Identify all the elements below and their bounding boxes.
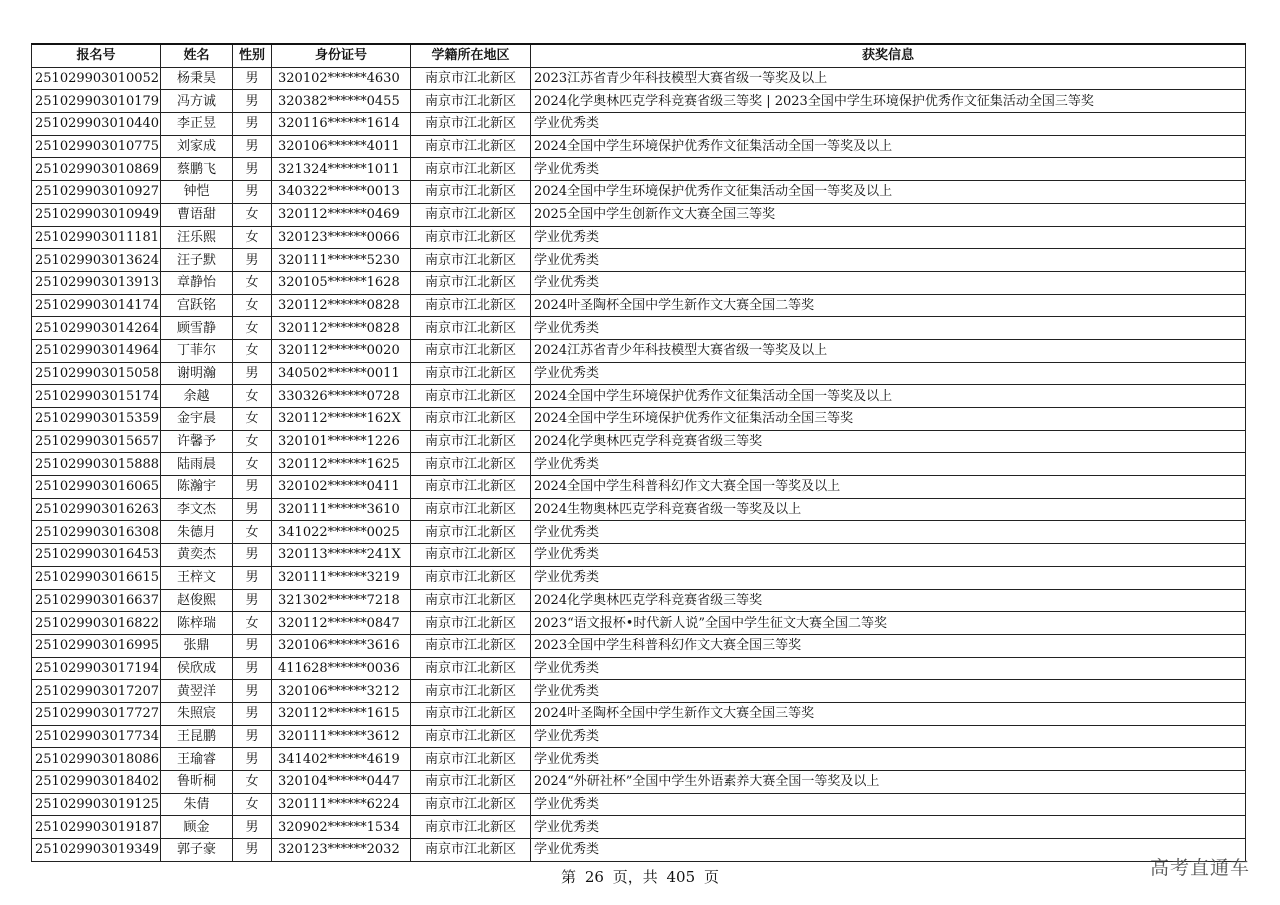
cell-gender: 女	[233, 271, 272, 294]
cell-gender: 男	[233, 362, 272, 385]
page-total: 405	[666, 868, 696, 886]
cell-registration-number: 251029903010775	[32, 135, 161, 158]
cell-award-info: 2024全国中学生环境保护优秀作文征集活动全国一等奖及以上	[531, 181, 1246, 204]
cell-award-info: 2023“语文报杯•时代新人说”全国中学生征文大赛全国二等奖	[531, 612, 1246, 635]
cell-gender: 男	[233, 67, 272, 90]
results-sheet	[31, 43, 1245, 862]
cell-registration-number: 251029903016065	[32, 476, 161, 499]
cell-school-region: 南京市江北新区	[411, 544, 531, 567]
cell-name: 陈瀚宇	[161, 476, 233, 499]
table-row	[32, 408, 1246, 431]
cell-gender: 女	[233, 771, 272, 794]
cell-registration-number: 251029903010869	[32, 158, 161, 181]
cell-award-info: 2024生物奥林匹克学科竞赛省级一等奖及以上	[531, 498, 1246, 521]
cell-registration-number: 251029903010949	[32, 203, 161, 226]
cell-id-number: 320382******0455	[272, 90, 411, 113]
cell-award-info: 学业优秀类	[531, 158, 1246, 181]
cell-award-info: 学业优秀类	[531, 725, 1246, 748]
cell-award-info: 2024全国中学生环境保护优秀作文征集活动全国三等奖	[531, 408, 1246, 431]
cell-id-number: 411628******0036	[272, 657, 411, 680]
cell-name: 陈梓瑞	[161, 612, 233, 635]
cell-registration-number: 251029903019349	[32, 839, 161, 862]
cell-school-region: 南京市江北新区	[411, 498, 531, 521]
cell-school-region: 南京市江北新区	[411, 181, 531, 204]
cell-id-number: 341022******0025	[272, 521, 411, 544]
table-row	[32, 135, 1246, 158]
table-row	[32, 612, 1246, 635]
cell-award-info: 2023江苏省青少年科技模型大赛省级一等奖及以上	[531, 67, 1246, 90]
table-row	[32, 203, 1246, 226]
table-row	[32, 657, 1246, 680]
cell-award-info: 学业优秀类	[531, 566, 1246, 589]
cell-gender: 女	[233, 226, 272, 249]
cell-id-number: 340322******0013	[272, 181, 411, 204]
cell-name: 张鼎	[161, 634, 233, 657]
cell-id-number: 320123******2032	[272, 839, 411, 862]
cell-school-region: 南京市江北新区	[411, 67, 531, 90]
cell-gender: 女	[233, 612, 272, 635]
table-row	[32, 362, 1246, 385]
cell-school-region: 南京市江北新区	[411, 634, 531, 657]
cell-name: 顾金	[161, 816, 233, 839]
cell-registration-number: 251029903013624	[32, 249, 161, 272]
cell-gender: 男	[233, 90, 272, 113]
cell-name: 朱德月	[161, 521, 233, 544]
cell-gender: 男	[233, 657, 272, 680]
cell-gender: 男	[233, 702, 272, 725]
cell-gender: 女	[233, 453, 272, 476]
cell-gender: 女	[233, 385, 272, 408]
cell-registration-number: 251029903016822	[32, 612, 161, 635]
cell-award-info: 学业优秀类	[531, 317, 1246, 340]
cell-name: 曹语甜	[161, 203, 233, 226]
cell-gender: 女	[233, 521, 272, 544]
page-mid: 页，共	[612, 868, 658, 886]
cell-registration-number: 251029903014174	[32, 294, 161, 317]
cell-gender: 男	[233, 725, 272, 748]
cell-award-info: 学业优秀类	[531, 680, 1246, 703]
cell-award-info: 2024全国中学生环境保护优秀作文征集活动全国一等奖及以上	[531, 385, 1246, 408]
cell-school-region: 南京市江北新区	[411, 158, 531, 181]
table-row	[32, 385, 1246, 408]
cell-name: 冯方诚	[161, 90, 233, 113]
cell-registration-number: 251029903019125	[32, 793, 161, 816]
cell-id-number: 330326******0728	[272, 385, 411, 408]
cell-id-number: 341402******4619	[272, 748, 411, 771]
cell-id-number: 320116******1614	[272, 113, 411, 136]
table-row	[32, 158, 1246, 181]
cell-name: 蔡鹏飞	[161, 158, 233, 181]
cell-school-region: 南京市江北新区	[411, 453, 531, 476]
cell-name: 刘家成	[161, 135, 233, 158]
cell-gender: 男	[233, 181, 272, 204]
cell-id-number: 320112******0469	[272, 203, 411, 226]
cell-award-info: 学业优秀类	[531, 657, 1246, 680]
cell-id-number: 320111******6224	[272, 793, 411, 816]
cell-registration-number: 251029903016615	[32, 566, 161, 589]
cell-id-number: 320112******0828	[272, 317, 411, 340]
cell-school-region: 南京市江北新区	[411, 566, 531, 589]
table-row	[32, 476, 1246, 499]
cell-name: 钟恺	[161, 181, 233, 204]
cell-name: 朱倩	[161, 793, 233, 816]
cell-registration-number: 251029903014964	[32, 339, 161, 362]
table-row	[32, 702, 1246, 725]
header-id-number: 身份证号	[272, 44, 411, 67]
table-row	[32, 839, 1246, 862]
cell-school-region: 南京市江北新区	[411, 793, 531, 816]
cell-id-number: 320102******0411	[272, 476, 411, 499]
cell-registration-number: 251029903017734	[32, 725, 161, 748]
cell-name: 杨秉昊	[161, 67, 233, 90]
cell-name: 顾雪静	[161, 317, 233, 340]
cell-name: 王昆鹏	[161, 725, 233, 748]
cell-registration-number: 251029903015888	[32, 453, 161, 476]
cell-award-info: 2025全国中学生创新作文大赛全国三等奖	[531, 203, 1246, 226]
cell-school-region: 南京市江北新区	[411, 339, 531, 362]
cell-id-number: 320111******3612	[272, 725, 411, 748]
cell-id-number: 320112******1615	[272, 702, 411, 725]
cell-gender: 男	[233, 748, 272, 771]
cell-gender: 女	[233, 317, 272, 340]
table-body	[32, 67, 1246, 861]
cell-registration-number: 251029903015174	[32, 385, 161, 408]
cell-award-info: 学业优秀类	[531, 226, 1246, 249]
table-row	[32, 67, 1246, 90]
cell-registration-number: 251029903016637	[32, 589, 161, 612]
cell-name: 丁菲尔	[161, 339, 233, 362]
table-row	[32, 430, 1246, 453]
cell-registration-number: 251029903010440	[32, 113, 161, 136]
cell-id-number: 320112******0847	[272, 612, 411, 635]
cell-id-number: 320101******1226	[272, 430, 411, 453]
table-row	[32, 226, 1246, 249]
cell-award-info: 学业优秀类	[531, 839, 1246, 862]
cell-name: 黄奕杰	[161, 544, 233, 567]
cell-id-number: 320112******0020	[272, 339, 411, 362]
cell-school-region: 南京市江北新区	[411, 476, 531, 499]
cell-registration-number: 251029903016263	[32, 498, 161, 521]
cell-gender: 男	[233, 544, 272, 567]
cell-award-info: 2024江苏省青少年科技模型大赛省级一等奖及以上	[531, 339, 1246, 362]
cell-name: 许馨予	[161, 430, 233, 453]
cell-school-region: 南京市江北新区	[411, 271, 531, 294]
cell-school-region: 南京市江北新区	[411, 748, 531, 771]
table-row	[32, 521, 1246, 544]
cell-gender: 女	[233, 294, 272, 317]
cell-gender: 男	[233, 135, 272, 158]
cell-name: 郭子豪	[161, 839, 233, 862]
cell-school-region: 南京市江北新区	[411, 203, 531, 226]
cell-name: 赵俊熙	[161, 589, 233, 612]
cell-registration-number: 251029903016308	[32, 521, 161, 544]
cell-id-number: 320105******1628	[272, 271, 411, 294]
cell-award-info: 学业优秀类	[531, 793, 1246, 816]
cell-registration-number: 251029903018402	[32, 771, 161, 794]
cell-gender: 男	[233, 249, 272, 272]
cell-name: 宫跃铭	[161, 294, 233, 317]
cell-school-region: 南京市江北新区	[411, 385, 531, 408]
cell-gender: 男	[233, 680, 272, 703]
cell-gender: 女	[233, 408, 272, 431]
cell-award-info: 2024“外研社杯”全国中学生外语素养大赛全国一等奖及以上	[531, 771, 1246, 794]
cell-registration-number: 251029903017194	[32, 657, 161, 680]
cell-school-region: 南京市江北新区	[411, 680, 531, 703]
cell-gender: 男	[233, 566, 272, 589]
cell-school-region: 南京市江北新区	[411, 90, 531, 113]
watermark-text: 高考直通车	[1149, 857, 1250, 879]
cell-school-region: 南京市江北新区	[411, 362, 531, 385]
cell-name: 黄翌洋	[161, 680, 233, 703]
header-name: 姓名	[161, 44, 233, 67]
table-row	[32, 680, 1246, 703]
cell-registration-number: 251029903010052	[32, 67, 161, 90]
cell-registration-number: 251029903016995	[32, 634, 161, 657]
cell-registration-number: 251029903015359	[32, 408, 161, 431]
cell-name: 汪乐熙	[161, 226, 233, 249]
header-award-info: 获奖信息	[531, 44, 1246, 67]
cell-name: 谢明瀚	[161, 362, 233, 385]
cell-name: 鲁昕桐	[161, 771, 233, 794]
cell-award-info: 学业优秀类	[531, 748, 1246, 771]
cell-name: 李文杰	[161, 498, 233, 521]
cell-name: 陆雨晨	[161, 453, 233, 476]
table-row	[32, 249, 1246, 272]
header-row	[32, 44, 1246, 67]
cell-school-region: 南京市江北新区	[411, 226, 531, 249]
table-row	[32, 793, 1246, 816]
table-row	[32, 725, 1246, 748]
header-school-region: 学籍所在地区	[411, 44, 531, 67]
cell-school-region: 南京市江北新区	[411, 317, 531, 340]
cell-school-region: 南京市江北新区	[411, 430, 531, 453]
cell-registration-number: 251029903011181	[32, 226, 161, 249]
cell-id-number: 320112******162X	[272, 408, 411, 431]
cell-award-info: 2024叶圣陶杯全国中学生新作文大赛全国三等奖	[531, 702, 1246, 725]
cell-name: 侯欣成	[161, 657, 233, 680]
table-row	[32, 181, 1246, 204]
cell-award-info: 学业优秀类	[531, 816, 1246, 839]
table-row	[32, 90, 1246, 113]
cell-registration-number: 251029903017727	[32, 702, 161, 725]
cell-gender: 男	[233, 634, 272, 657]
cell-registration-number: 251029903014264	[32, 317, 161, 340]
table-row	[32, 294, 1246, 317]
header-registration-number: 报名号	[32, 44, 161, 67]
cell-gender: 男	[233, 816, 272, 839]
table-row	[32, 317, 1246, 340]
cell-name: 汪子默	[161, 249, 233, 272]
cell-id-number: 320111******3610	[272, 498, 411, 521]
cell-gender: 男	[233, 113, 272, 136]
cell-id-number: 320112******0828	[272, 294, 411, 317]
table-row	[32, 339, 1246, 362]
cell-id-number: 320106******3212	[272, 680, 411, 703]
cell-registration-number: 251029903013913	[32, 271, 161, 294]
cell-name: 章静怡	[161, 271, 233, 294]
cell-school-region: 南京市江北新区	[411, 135, 531, 158]
cell-gender: 男	[233, 839, 272, 862]
cell-gender: 女	[233, 430, 272, 453]
cell-school-region: 南京市江北新区	[411, 589, 531, 612]
cell-id-number: 320106******3616	[272, 634, 411, 657]
cell-school-region: 南京市江北新区	[411, 113, 531, 136]
cell-id-number: 320902******1534	[272, 816, 411, 839]
cell-award-info: 学业优秀类	[531, 521, 1246, 544]
cell-school-region: 南京市江北新区	[411, 771, 531, 794]
cell-school-region: 南京市江北新区	[411, 702, 531, 725]
cell-gender: 男	[233, 158, 272, 181]
cell-id-number: 320106******4011	[272, 135, 411, 158]
table-row	[32, 113, 1246, 136]
table-row	[32, 589, 1246, 612]
cell-name: 金宇晨	[161, 408, 233, 431]
cell-school-region: 南京市江北新区	[411, 657, 531, 680]
cell-registration-number: 251029903010927	[32, 181, 161, 204]
cell-id-number: 321324******1011	[272, 158, 411, 181]
cell-gender: 男	[233, 498, 272, 521]
cell-school-region: 南京市江北新区	[411, 612, 531, 635]
cell-award-info: 学业优秀类	[531, 544, 1246, 567]
cell-id-number: 320113******241X	[272, 544, 411, 567]
cell-name: 朱照宸	[161, 702, 233, 725]
cell-school-region: 南京市江北新区	[411, 408, 531, 431]
cell-name: 余越	[161, 385, 233, 408]
cell-award-info: 2024叶圣陶杯全国中学生新作文大赛全国二等奖	[531, 294, 1246, 317]
table-row	[32, 748, 1246, 771]
page-suffix: 页	[703, 868, 719, 886]
cell-award-info: 学业优秀类	[531, 113, 1246, 136]
cell-registration-number: 251029903016453	[32, 544, 161, 567]
table-row	[32, 453, 1246, 476]
cell-award-info: 2024化学奥林匹克学科竞赛省级三等奖	[531, 430, 1246, 453]
cell-gender: 女	[233, 203, 272, 226]
table-row	[32, 498, 1246, 521]
table-row	[32, 816, 1246, 839]
cell-award-info: 2024全国中学生科普科幻作文大赛全国一等奖及以上	[531, 476, 1246, 499]
table-row	[32, 771, 1246, 794]
page-prefix: 第	[561, 868, 577, 886]
cell-gender: 男	[233, 589, 272, 612]
cell-name: 王梓文	[161, 566, 233, 589]
table-header	[32, 44, 1246, 67]
page-footer	[0, 866, 1280, 887]
cell-award-info: 2023全国中学生科普科幻作文大赛全国三等奖	[531, 634, 1246, 657]
cell-gender: 女	[233, 339, 272, 362]
cell-id-number: 320111******3219	[272, 566, 411, 589]
cell-school-region: 南京市江北新区	[411, 521, 531, 544]
cell-gender: 女	[233, 793, 272, 816]
cell-award-info: 2024化学奥林匹克学科竞赛省级三等奖 | 2023全国中学生环境保护优秀作文征集活动全国三等奖	[531, 90, 1246, 113]
page-current: 26	[584, 868, 604, 886]
table-row	[32, 544, 1246, 567]
cell-award-info: 学业优秀类	[531, 249, 1246, 272]
cell-name: 李正昱	[161, 113, 233, 136]
cell-school-region: 南京市江北新区	[411, 725, 531, 748]
table-row	[32, 271, 1246, 294]
cell-registration-number: 251029903017207	[32, 680, 161, 703]
cell-id-number: 320111******5230	[272, 249, 411, 272]
table-row	[32, 634, 1246, 657]
cell-name: 王瑜睿	[161, 748, 233, 771]
cell-award-info: 2024化学奥林匹克学科竞赛省级三等奖	[531, 589, 1246, 612]
cell-id-number: 340502******0011	[272, 362, 411, 385]
cell-registration-number: 251029903018086	[32, 748, 161, 771]
cell-id-number: 320112******1625	[272, 453, 411, 476]
award-list-table	[31, 43, 1246, 862]
cell-award-info: 学业优秀类	[531, 362, 1246, 385]
table-row	[32, 566, 1246, 589]
header-gender: 性别	[233, 44, 272, 67]
cell-registration-number: 251029903010179	[32, 90, 161, 113]
cell-id-number: 320104******0447	[272, 771, 411, 794]
cell-award-info: 2024全国中学生环境保护优秀作文征集活动全国一等奖及以上	[531, 135, 1246, 158]
cell-gender: 男	[233, 476, 272, 499]
cell-school-region: 南京市江北新区	[411, 839, 531, 862]
cell-school-region: 南京市江北新区	[411, 816, 531, 839]
cell-school-region: 南京市江北新区	[411, 249, 531, 272]
cell-id-number: 321302******7218	[272, 589, 411, 612]
cell-registration-number: 251029903019187	[32, 816, 161, 839]
cell-registration-number: 251029903015058	[32, 362, 161, 385]
cell-award-info: 学业优秀类	[531, 271, 1246, 294]
cell-school-region: 南京市江北新区	[411, 294, 531, 317]
cell-id-number: 320123******0066	[272, 226, 411, 249]
cell-award-info: 学业优秀类	[531, 453, 1246, 476]
cell-id-number: 320102******4630	[272, 67, 411, 90]
cell-registration-number: 251029903015657	[32, 430, 161, 453]
